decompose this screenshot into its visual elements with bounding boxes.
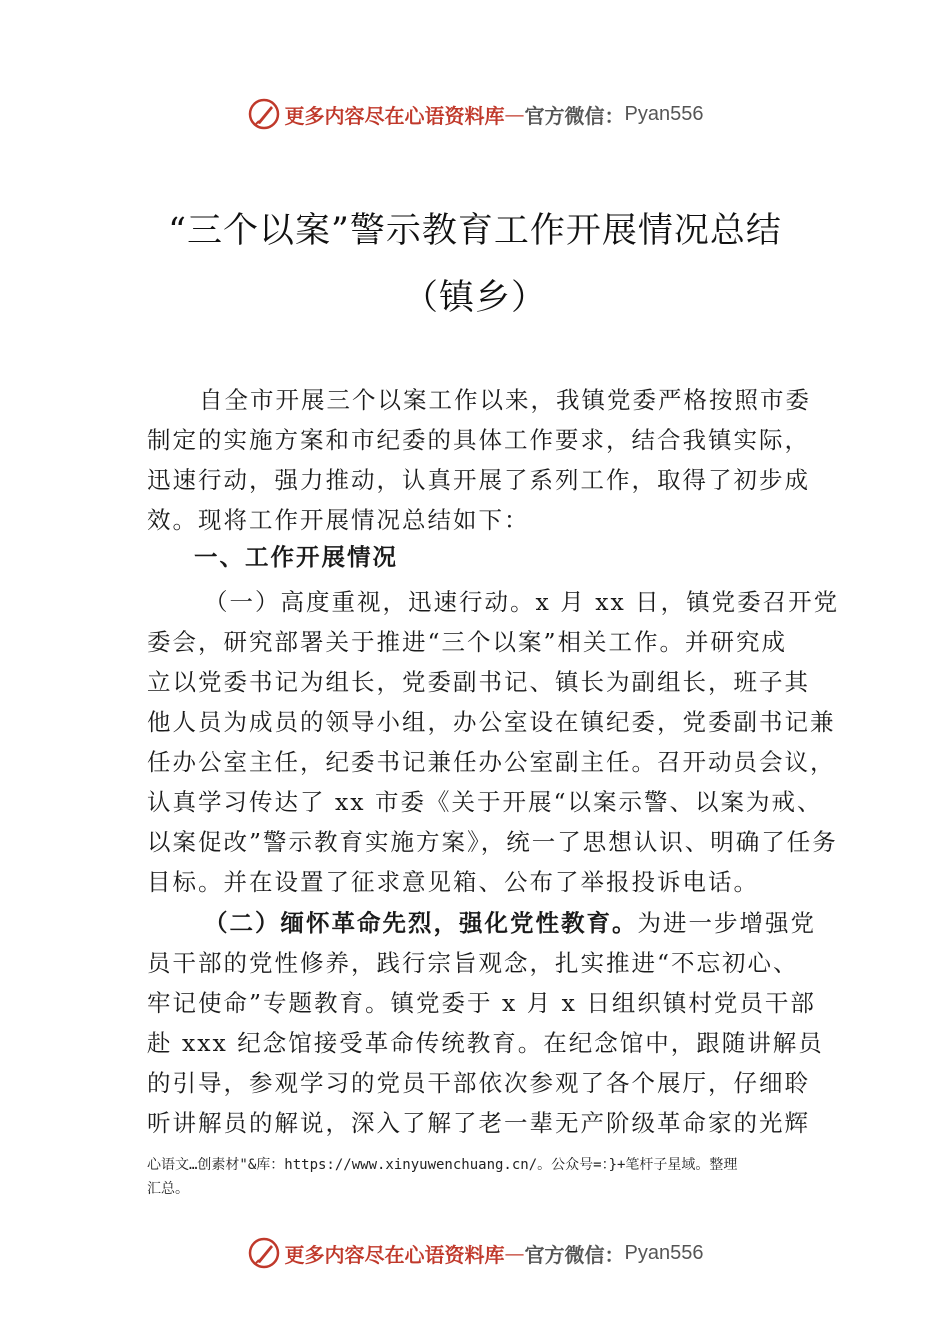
paragraph-line: 以案促改”警示教育实施方案》，统一了思想认识、明确了任务: [147, 828, 838, 856]
header-banner: [0, 94, 950, 134]
paragraph-line: 的引导，参观学习的党员干部依次参观了各个展厅，仔细聆: [147, 1069, 810, 1097]
paragraph-line: 认真学习传达了 xx 市委《关于开展“以案示警、以案为戒、: [147, 788, 823, 816]
footer-note-line: 汇总。: [147, 1181, 189, 1197]
intro-line: 迅速行动，强力推动，认真开展了系列工作，取得了初步成: [147, 466, 810, 494]
banner-title: 更多内容尽在心语资料库: [284, 103, 505, 128]
paragraph-line: 任办公室主任，纪委书记兼任办公室副主任。召开动员会议，: [147, 748, 836, 776]
paragraph-2: [147, 903, 824, 1143]
paragraph-line: 牢记使命”专题教育。镇党委于 x 月 x 日组织镇村党员干部: [147, 989, 816, 1017]
paragraph-line: 听讲解员的解说，深入了解了老一辈无产阶级革命家的光辉: [147, 1109, 810, 1137]
paragraph-line: 立以党委书记为组长，党委副书记、镇长为副组长，班子其: [147, 668, 810, 696]
paragraph-line: 委会，研究部署关于推进“三个以案”相关工作。并研究成: [147, 628, 788, 656]
quill-logo-icon: [247, 1236, 281, 1270]
banner-title: 更多内容尽在心语资料库: [284, 1242, 505, 1267]
footer-banner: [0, 1233, 950, 1273]
document-subtitle: （镇乡）: [402, 278, 547, 318]
footer-note: [147, 1153, 837, 1201]
footer-note-line: 心语文…创素材"&库：https://www.xinyuwenchuang.cn/。公众号=：}+笔杆子星域。整理: [147, 1157, 738, 1173]
section-heading: 一、工作开展情况: [194, 543, 398, 571]
intro-paragraph: [147, 380, 819, 540]
banner-wechat-label: 官方微信：: [524, 1242, 625, 1267]
banner-dash: —: [504, 102, 525, 126]
banner-wechat-id: Pyan556: [624, 102, 704, 125]
intro-line: 制定的实施方案和市纪委的具体工作要求，结合我镇实际，: [147, 426, 810, 454]
banner-wechat-label: 官方微信：: [524, 103, 625, 128]
paragraph-line: 目标。并在设置了征求意见箱、公布了举报投诉电话。: [147, 868, 759, 896]
paragraph-line: 他人员为成员的领导小组，办公室设在镇纪委，党委副书记兼: [147, 708, 836, 736]
paragraph-1-lead: （一）高度重视，迅速行动。: [204, 588, 536, 616]
paragraph-2-lead: （二）缅怀革命先烈，强化党性教育。: [204, 909, 638, 937]
paragraph-line: 赴 xxx 纪念馆接受革命传统教育。在纪念馆中，跟随讲解员: [147, 1029, 824, 1057]
document-title: “三个以案”警示教育工作开展情况总结: [168, 211, 782, 251]
banner-wechat-id: Pyan556: [624, 1241, 704, 1264]
intro-line: 自全市开展三个以案工作以来，我镇党委严格按照市委: [199, 386, 811, 414]
banner-dash: —: [504, 1241, 525, 1265]
paragraph-1: [147, 582, 840, 902]
intro-line: 效。现将工作开展情况总结如下：: [147, 506, 530, 534]
paragraph-line: x 月 xx 日，镇党委召开党: [535, 588, 840, 616]
paragraph-line: 员干部的党性修养，践行宗旨观念，扎实推进“不忘初心、: [147, 949, 799, 977]
paragraph-line: 为进一步增强党: [637, 909, 816, 937]
quill-logo-icon: [247, 97, 281, 131]
